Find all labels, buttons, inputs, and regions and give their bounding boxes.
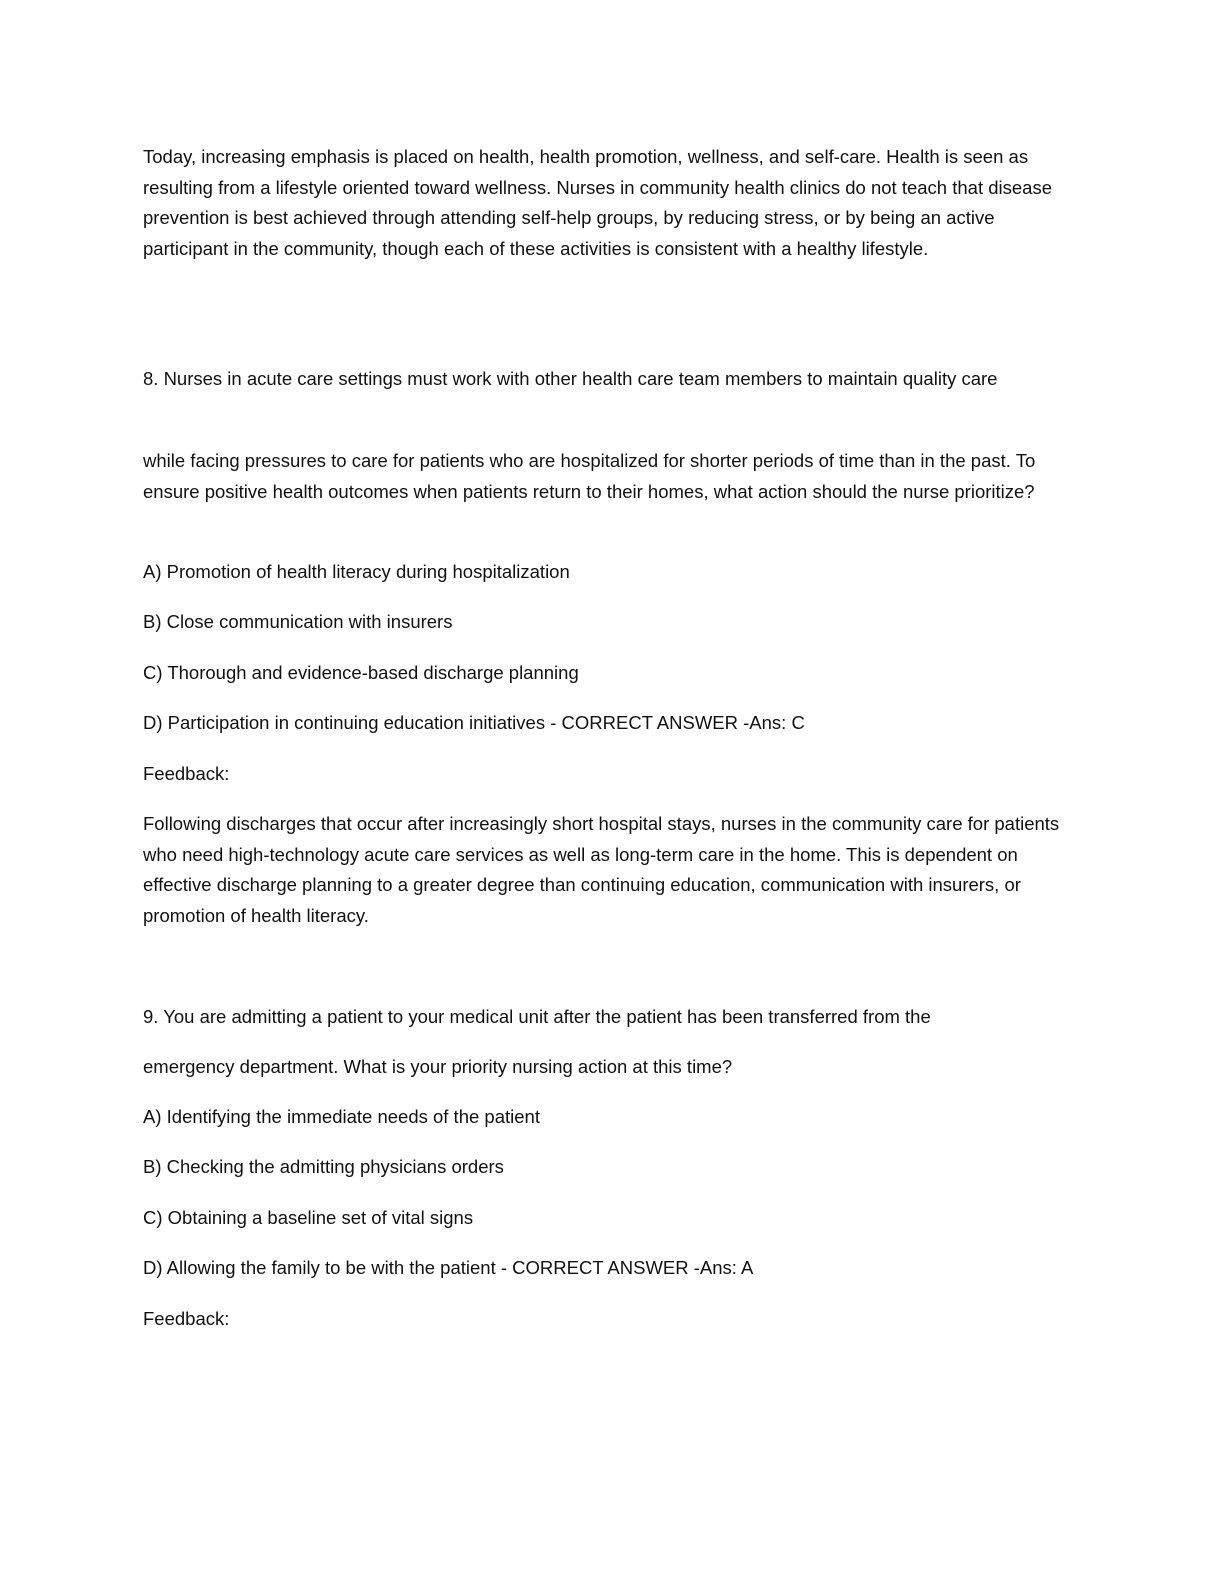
intro-paragraph: Today, increasing emphasis is placed on health, health promotion, wellness, and self-care. Health is seen as resulting from a lifestyle oriented toward wellness. Nurses in community health clinics do not teach that disease prevention is best achieved through attending self-help groups, by reducing stress, or by being an active participant in the community, though each of these activities is consistent with a healthy lifestyle. <box>143 146 1052 259</box>
question-8-option-b: B) Close communication with insurers <box>143 611 453 632</box>
question-8-stem-part1: 8. Nurses in acute care settings must work with other health care team members to maintain quality care <box>143 368 998 389</box>
question-9-option-a: A) Identifying the immediate needs of the patient <box>143 1106 540 1127</box>
question-9-option-d: D) Allowing the family to be with the patient - CORRECT ANSWER -Ans: A <box>143 1257 754 1278</box>
question-8-feedback-label: Feedback: <box>143 763 230 784</box>
question-9-feedback-label: Feedback: <box>143 1308 230 1329</box>
question-8-feedback-text: Following discharges that occur after increasingly short hospital stays, nurses in the community care for patients who need high-technology acute care services as well as long-term care in the home. This is dependent on effective discharge planning to a greater degree than continuing education, communication with insurers, or promotion of health literacy. <box>143 813 1060 926</box>
question-8-stem-part2: while facing pressures to care for patients who are hospitalized for shorter periods of time than in the past. To ensure positive health outcomes when patients return to their homes, what action should the nurse prioritize? <box>143 450 1036 502</box>
question-9-stem-part1: 9. You are admitting a patient to your medical unit after the patient has been transferred from the <box>143 1006 931 1027</box>
question-9-option-c: C) Obtaining a baseline set of vital signs <box>143 1207 474 1228</box>
question-9-option-b: B) Checking the admitting physicians orders <box>143 1156 504 1177</box>
question-9-stem-part2: emergency department. What is your priority nursing action at this time? <box>143 1056 733 1077</box>
question-8-option-d: D) Participation in continuing education initiatives - CORRECT ANSWER -Ans: C <box>143 712 805 733</box>
question-8-option-a: A) Promotion of health literacy during hospitalization <box>143 561 570 582</box>
question-8-option-c: C) Thorough and evidence-based discharge planning <box>143 662 579 683</box>
